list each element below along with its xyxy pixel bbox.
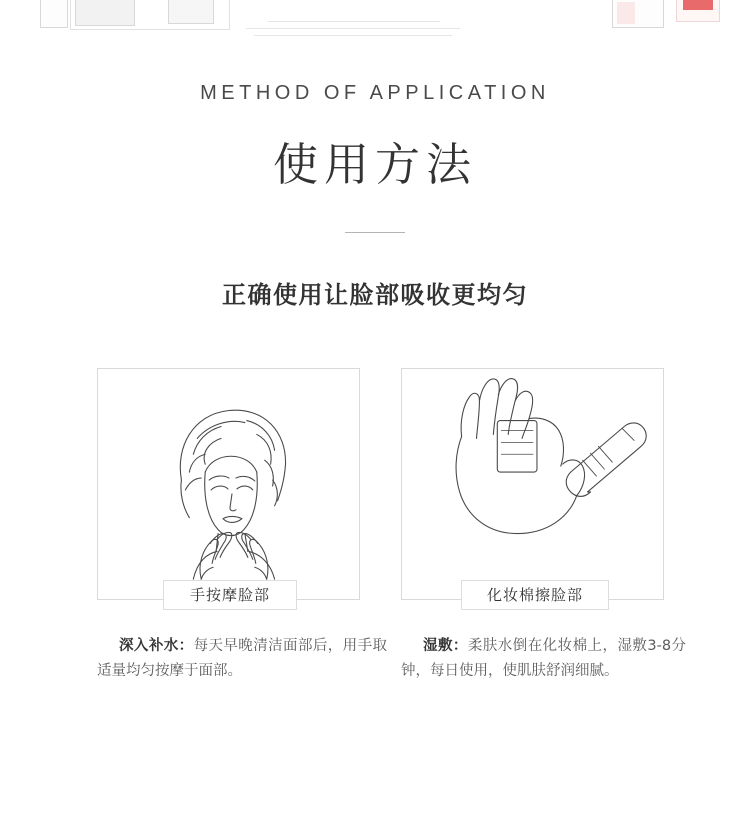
title-divider [345,232,405,233]
description-lead-left: 深入补水： [119,638,194,654]
panel-description-right [401,634,686,684]
color-swatch [683,0,713,10]
strip-card [168,0,214,24]
section-subtitle: 正确使用让脸部吸收更均匀 [222,281,528,309]
section-english-title: METHOD OF APPLICATION [200,82,550,104]
color-swatch [617,2,635,24]
panel-caption-left: 手按摩脸部 [163,580,297,610]
hand-with-cotton-pad-icon [402,369,663,599]
strip-text-line [246,28,460,29]
description-body-right: 柔肤水倒在化妆棉上，湿敷3-8分钟，每日使用，使肌肤舒润细腻。 [401,638,686,679]
panel-cotton-pad-wipe-face [401,368,664,600]
panel-description-left [97,634,387,684]
strip-card [40,0,68,28]
section-chinese-title: 使用方法 [272,138,477,191]
panel-hand-massage-face [97,368,360,600]
description-body-left: 每天早晚清洁面部后，用手取适量均匀按摩于面部。 [97,638,388,679]
panel-caption-right: 化妆棉擦脸部 [461,580,609,610]
strip-text-line [268,21,440,22]
strip-text-line [254,35,452,36]
description-lead-right: 湿敷： [423,638,468,654]
top-cutoff-strip [0,0,750,46]
woman-massaging-face-icon [98,369,359,599]
illustration-panels [0,368,750,608]
